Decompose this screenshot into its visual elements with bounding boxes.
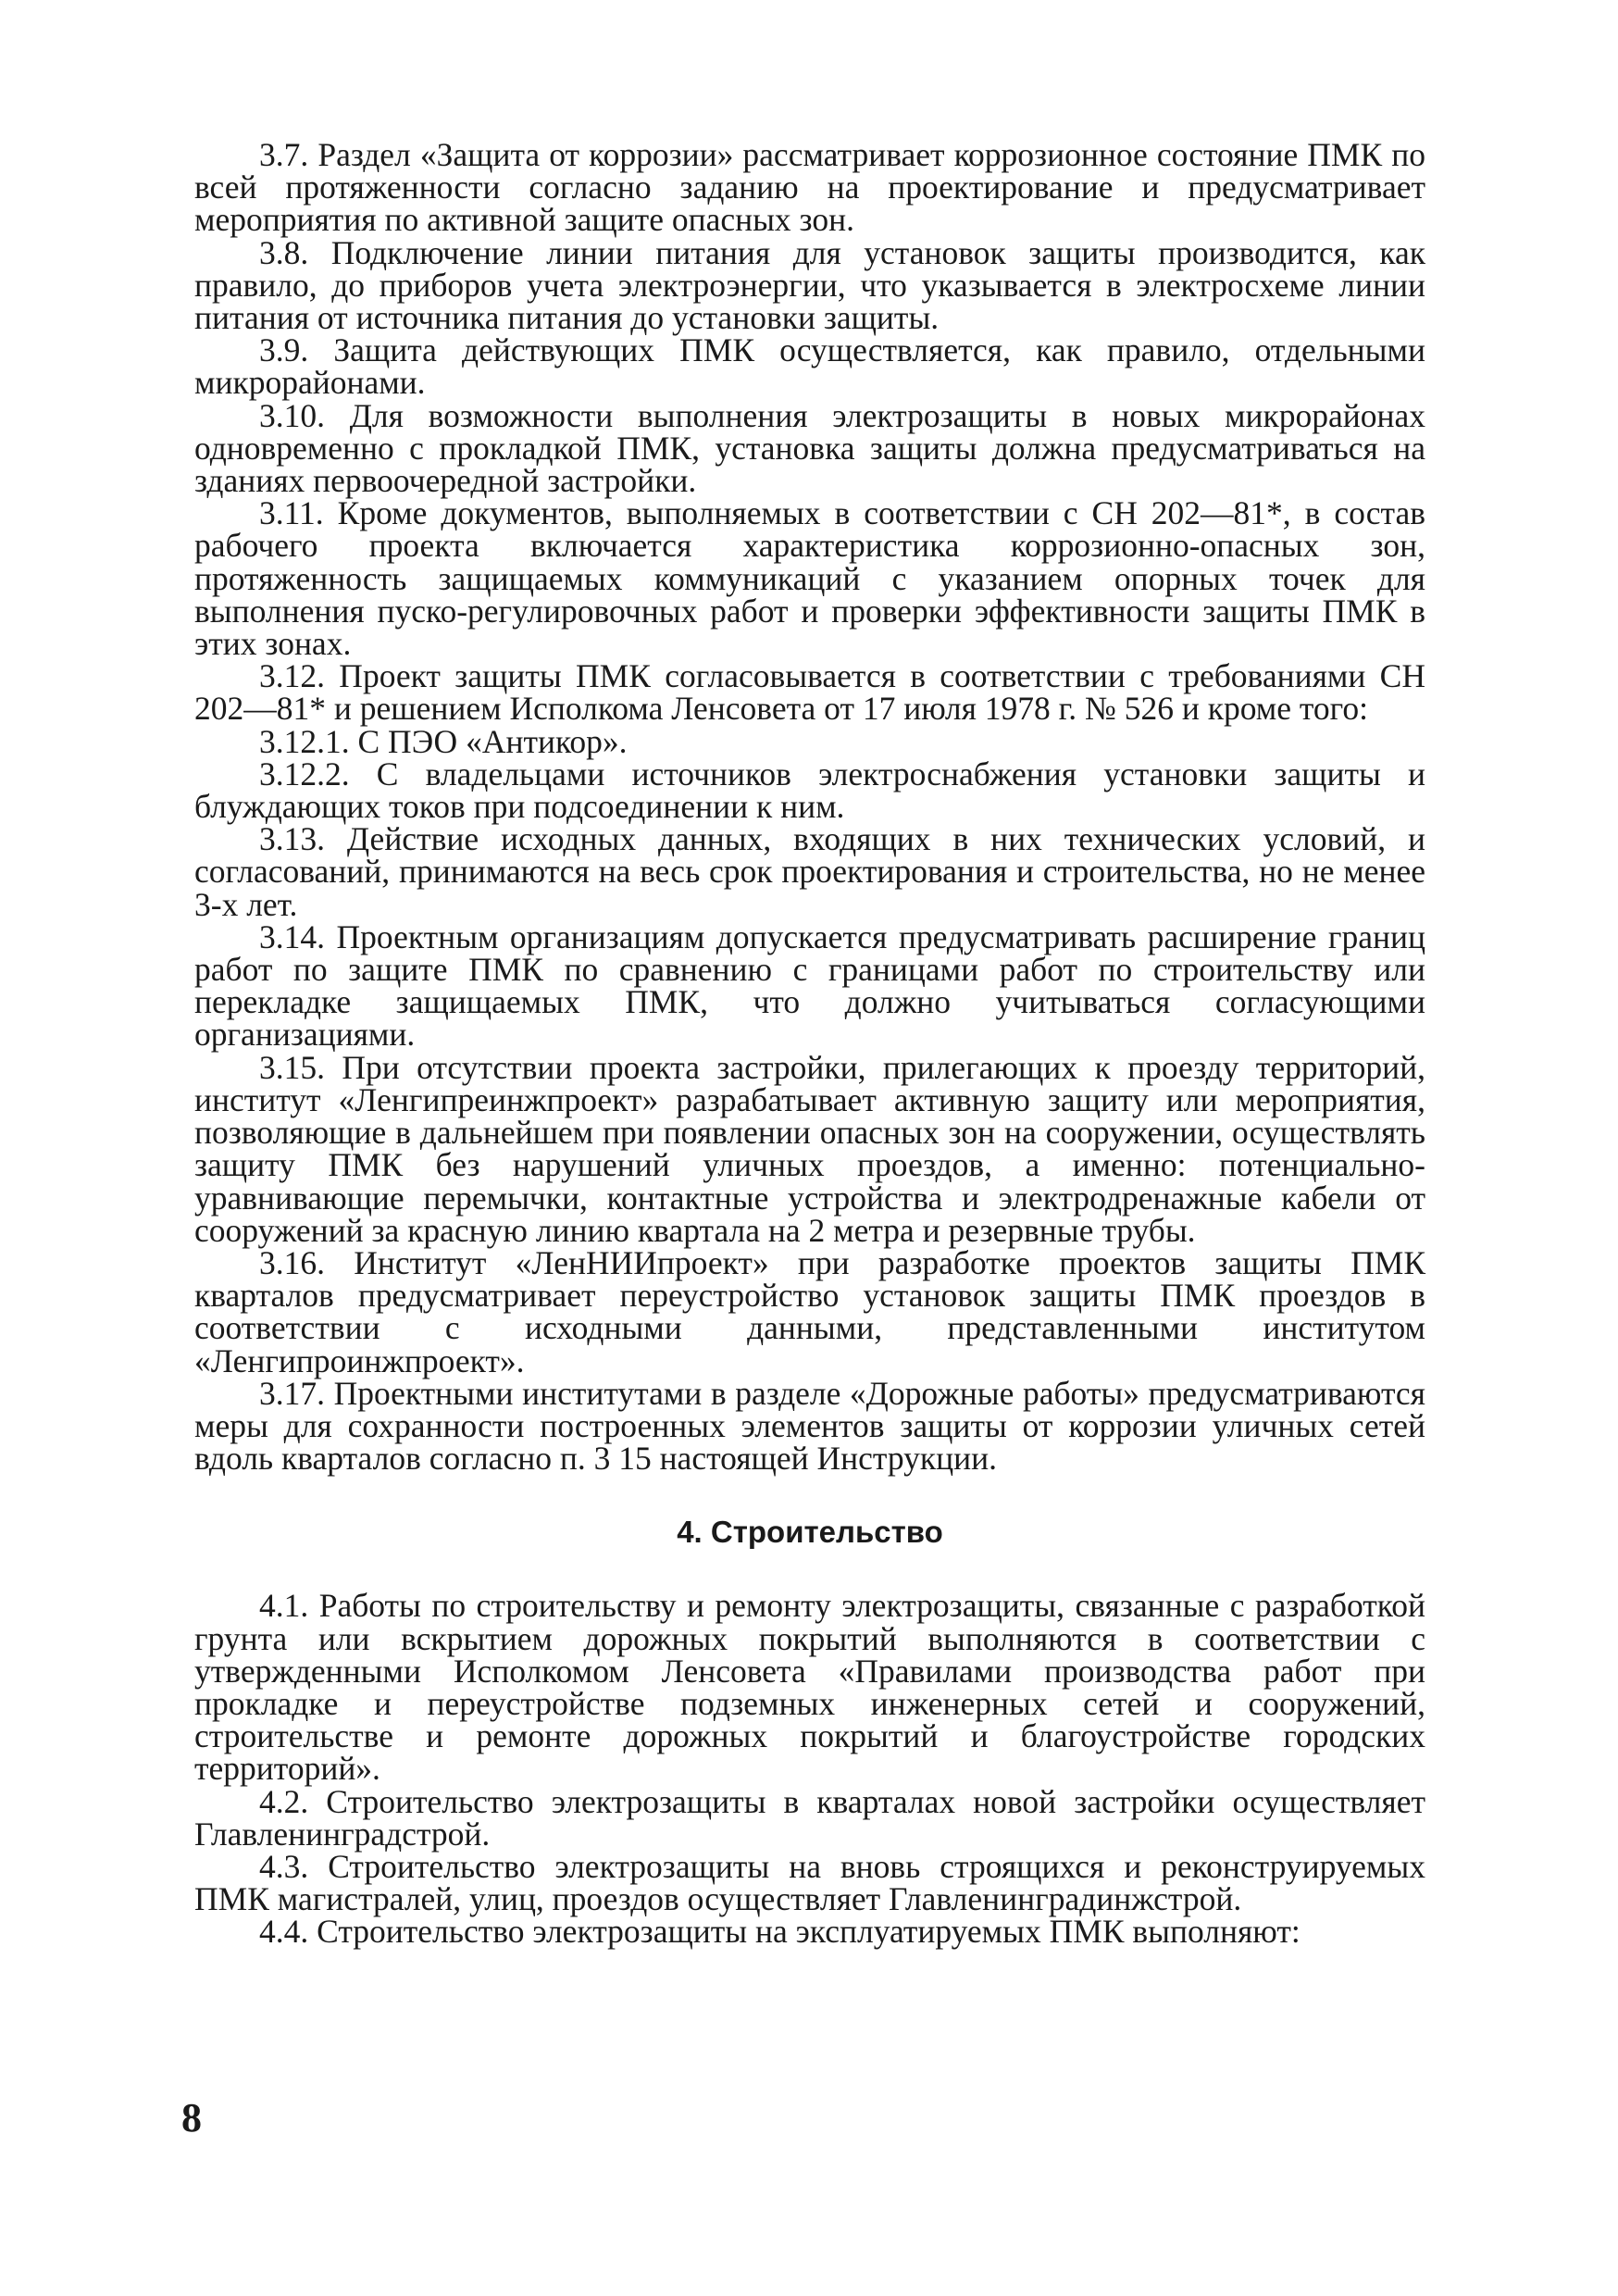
paragraph-3-9: 3.9. Защита действующих ПМК осуществляется, как правило, отдельными микрорайонами. (194, 331, 1425, 402)
paragraph-3-7: 3.7. Раздел «Защита от коррозии» рассматривает коррозионное состояние ПМК по всей протяженности согласно заданию на проектирование и предусматривает мероприятия по активной защите опасных зон. (194, 136, 1425, 239)
paragraph-4-4: 4.4. Строительство электрозащиты на эксплуатируемых ПМК выполняют: (259, 1913, 1301, 1951)
paragraph-3-12: 3.12. Проект защиты ПМК согласовывается в соответствии с требованиями СН 202—81* и решением Исполкома Ленсовета от 17 июля 1978 г. № 526 и кроме того: (194, 657, 1425, 728)
paragraph-3-12-2: 3.12.2. С владельцами источников электроснабжения установки защиты и блуждающих токов при подсоединении к ним. (194, 755, 1425, 826)
page-number: 8 (181, 2095, 202, 2140)
paragraph-3-12-1: 3.12.1. С ПЭО «Антикор». (259, 722, 628, 760)
body-text (194, 136, 1425, 1951)
paragraph-3-15: 3.15. При отсутствии проекта застройки, прилегающих к проезду территорий, институт «Ленгипреинжпроект» разрабатывает активную защиту или мероприятия, позволяющие в дальнейшем при появлении опасных зон на сооружении, осуществлять защиту ПМК без нарушений уличных проездов, а именно: потенциально-уравнивающие перемычки, контактные устройства и электродренажные кабели от сооружений за красную линию квартала на 2 метра и резервные трубы. (194, 1048, 1425, 1249)
paragraph-4-2: 4.2. Строительство электрозащиты в кварталах новой застройки осуществляет Главленинградстрой. (194, 1782, 1425, 1853)
paragraph-3-10: 3.10. Для возможности выполнения электрозащиты в новых микрорайонах одновременно с прокладкой ПМК, установка защиты должна предусматриваться на зданиях первоочередной застройки. (194, 396, 1425, 500)
paragraph-3-8: 3.8. Подключение линии питания для установок защиты производится, как правило, до приборов учета электроэнергии, что указывается в электросхеме линии питания от источника питания до установки защиты. (194, 233, 1425, 337)
paragraph-3-16: 3.16. Институт «ЛенНИИпроект» при разработке проектов защиты ПМК кварталов предусматривает переустройство установок защиты ПМК проездов в соответствии с исходными данными, представленными институтом «Ленгипроинжпроект». (194, 1243, 1425, 1379)
paragraph-3-14: 3.14. Проектным организациям допускается предусматривать расширение границ работ по защите ПМК по сравнению с границами работ по строительству или перекладке защищаемых ПМК, что должно учитываться согласующими организациями. (194, 917, 1425, 1054)
paragraph-3-13: 3.13. Действие исходных данных, входящих в них технических условий, и согласований, принимаются на весь срок проектирования и строительства, но не менее 3-х лет. (194, 820, 1425, 923)
paragraph-3-17: 3.17. Проектными институтами в разделе «Дорожные работы» предусматриваются меры для сохранности построенных элементов защиты от коррозии уличных сетей вдоль кварталов согласно п. 3 15 настоящей Инструкции. (194, 1374, 1425, 1478)
paragraph-4-3: 4.3. Строительство электрозащиты на вновь строящихся и реконструируемых ПМК магистралей, улиц, проездов осуществляет Главленинградинжстрой. (194, 1847, 1425, 1918)
section-heading: 4. Строительство (677, 1515, 943, 1550)
paragraph-4-1: 4.1. Работы по строительству и ремонту электрозащиты, связанные с разработкой грунта или вскрытием дорожных покрытий выполняются в соответствии с утвержденными Исполкомом Ленсовета «Правилами производства работ при прокладке и переустройстве подземных инженерных сетей и сооружений, строительстве и ремонте дорожных покрытий и благоустройстве городских территорий». (194, 1587, 1425, 1788)
paragraph-3-11: 3.11. Кроме документов, выполняемых в соответствии с СН 202—81*, в состав рабочего проекта включается характеристика коррозионно-опасных зон, протяженность защищаемых коммуникаций с указанием опорных точек для выполнения пуско-регулировочных работ и проверки эффективности защиты ПМК в этих зонах. (194, 494, 1425, 663)
